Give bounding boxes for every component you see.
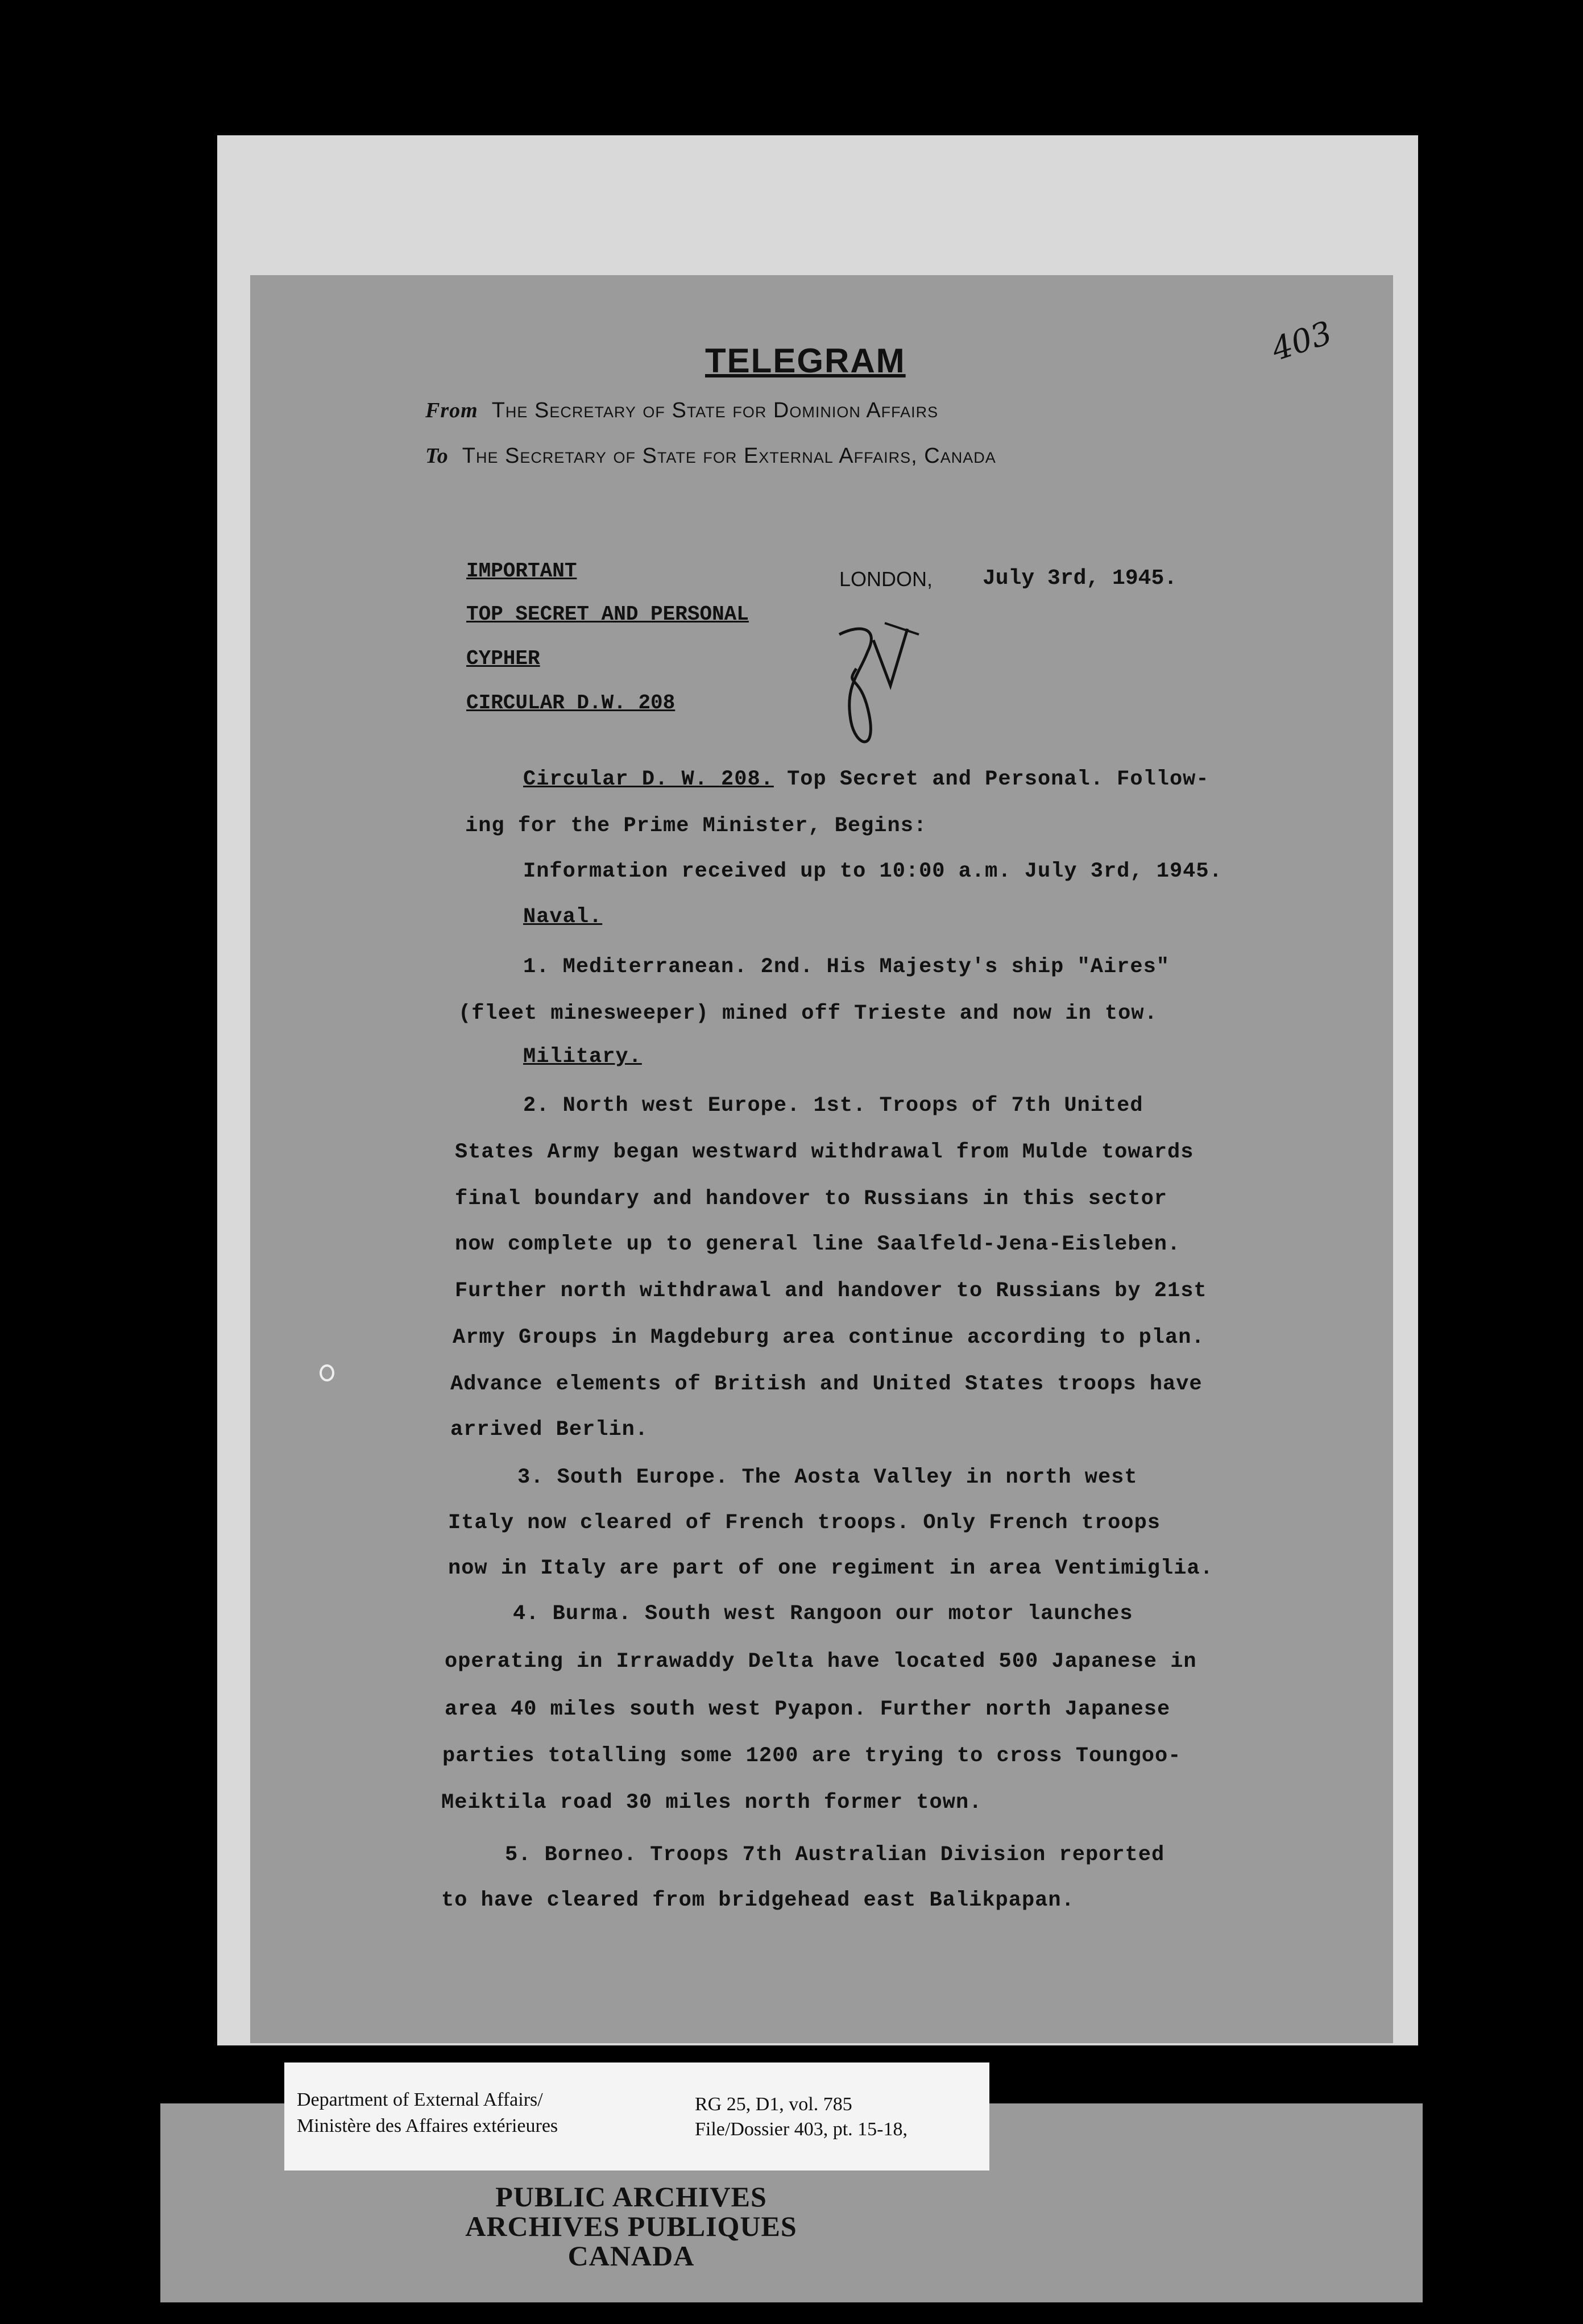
body-line-8: final boundary and handover to Russians in this sector (455, 1187, 1167, 1211)
stamp-line-2: ARCHIVES PUBLIQUES (465, 2210, 797, 2242)
body-line-17: 4. Burma. South west Rangoon our motor launches (513, 1602, 1133, 1626)
to-text: The Secretary of State for External Affairs, Canada (462, 444, 996, 468)
body-line-12: Advance elements of British and United States troops have (450, 1372, 1203, 1396)
body-line-4: 1. Mediterranean. 2nd. His Majesty's ship "Aires" (523, 955, 1170, 979)
classification-top-secret: TOP SECRET AND PERSONAL (466, 603, 749, 626)
body-line-5: (fleet minesweeper) mined off Trieste and now in tow. (458, 1002, 1158, 1026)
document-title: TELEGRAM (705, 342, 906, 380)
body-line-1 (523, 767, 1209, 791)
body-line-1-text: Top Secret and Personal. Follow- (773, 767, 1209, 791)
body-line-18: operating in Irrawaddy Delta have located 500 Japanese in (445, 1650, 1197, 1674)
from-line (425, 398, 938, 423)
archive-label (284, 2062, 989, 2171)
circular-ref: Circular D. W. 208. (523, 767, 774, 791)
heading-naval: Naval. (523, 905, 603, 929)
dept-french: Ministère des Affaires extérieures (297, 2115, 558, 2136)
public-archives-stamp (375, 2182, 887, 2271)
page-number-annotation: 403 (1267, 314, 1337, 368)
from-label: From (425, 399, 478, 422)
to-line (425, 443, 996, 468)
classification-cypher: CYPHER (466, 647, 540, 670)
stamp-line-3: CANADA (567, 2240, 695, 2272)
from-text: The Secretary of State for Dominion Affairs (491, 399, 939, 422)
dept-english: Department of External Affairs/ (297, 2089, 543, 2110)
body-line-22: 5. Borneo. Troops 7th Australian Division reported (505, 1843, 1165, 1867)
body-line-19: area 40 miles south west Pyapon. Further north Japanese (445, 1698, 1171, 1721)
body-line-15: Italy now cleared of French troops. Only French troops (448, 1511, 1161, 1535)
body-line-16: now in Italy are part of one regiment in area Ventimiglia. (448, 1557, 1213, 1580)
body-line-2: ing for the Prime Minister, Begins: (465, 814, 927, 838)
body-line-11: Army Groups in Magdeburg area continue according to plan. (453, 1326, 1205, 1350)
body-line-9: now complete up to general line Saalfeld-Jena-Eisleben. (455, 1232, 1181, 1256)
classification-important: IMPORTANT (466, 559, 577, 583)
to-label: To (425, 444, 449, 468)
body-line-10: Further north withdrawal and handover to Russians by 21st (455, 1279, 1207, 1303)
dispatch-place: LONDON, (839, 567, 933, 591)
body-line-7: States Army began westward withdrawal from Mulde towards (455, 1140, 1194, 1164)
handwritten-initials (828, 617, 925, 760)
heading-military: Military. (523, 1045, 642, 1069)
archive-reference-1: RG 25, D1, vol. 785 (695, 2094, 852, 2115)
body-line-14: 3. South Europe. The Aosta Valley in north west (517, 1466, 1138, 1489)
body-line-6: 2. North west Europe. 1st. Troops of 7th United (523, 1094, 1143, 1118)
body-line-20: parties totalling some 1200 are trying to cross Toungoo- (442, 1744, 1182, 1768)
body-line-21: Meiktila road 30 miles north former town. (441, 1791, 983, 1815)
body-line-23: to have cleared from bridgehead east Balikpapan. (441, 1889, 1075, 1912)
dispatch-date: July 3rd, 1945. (983, 566, 1178, 591)
stamp-line-1: PUBLIC ARCHIVES (495, 2181, 767, 2213)
archive-reference-2: File/Dossier 403, pt. 15-18, (695, 2119, 907, 2140)
punch-hole (320, 1364, 334, 1381)
body-line-13: arrived Berlin. (450, 1418, 649, 1442)
body-line-3: Information received up to 10:00 a.m. July 3rd, 1945. (523, 860, 1223, 883)
classification-circular: CIRCULAR D.W. 208 (466, 691, 676, 715)
